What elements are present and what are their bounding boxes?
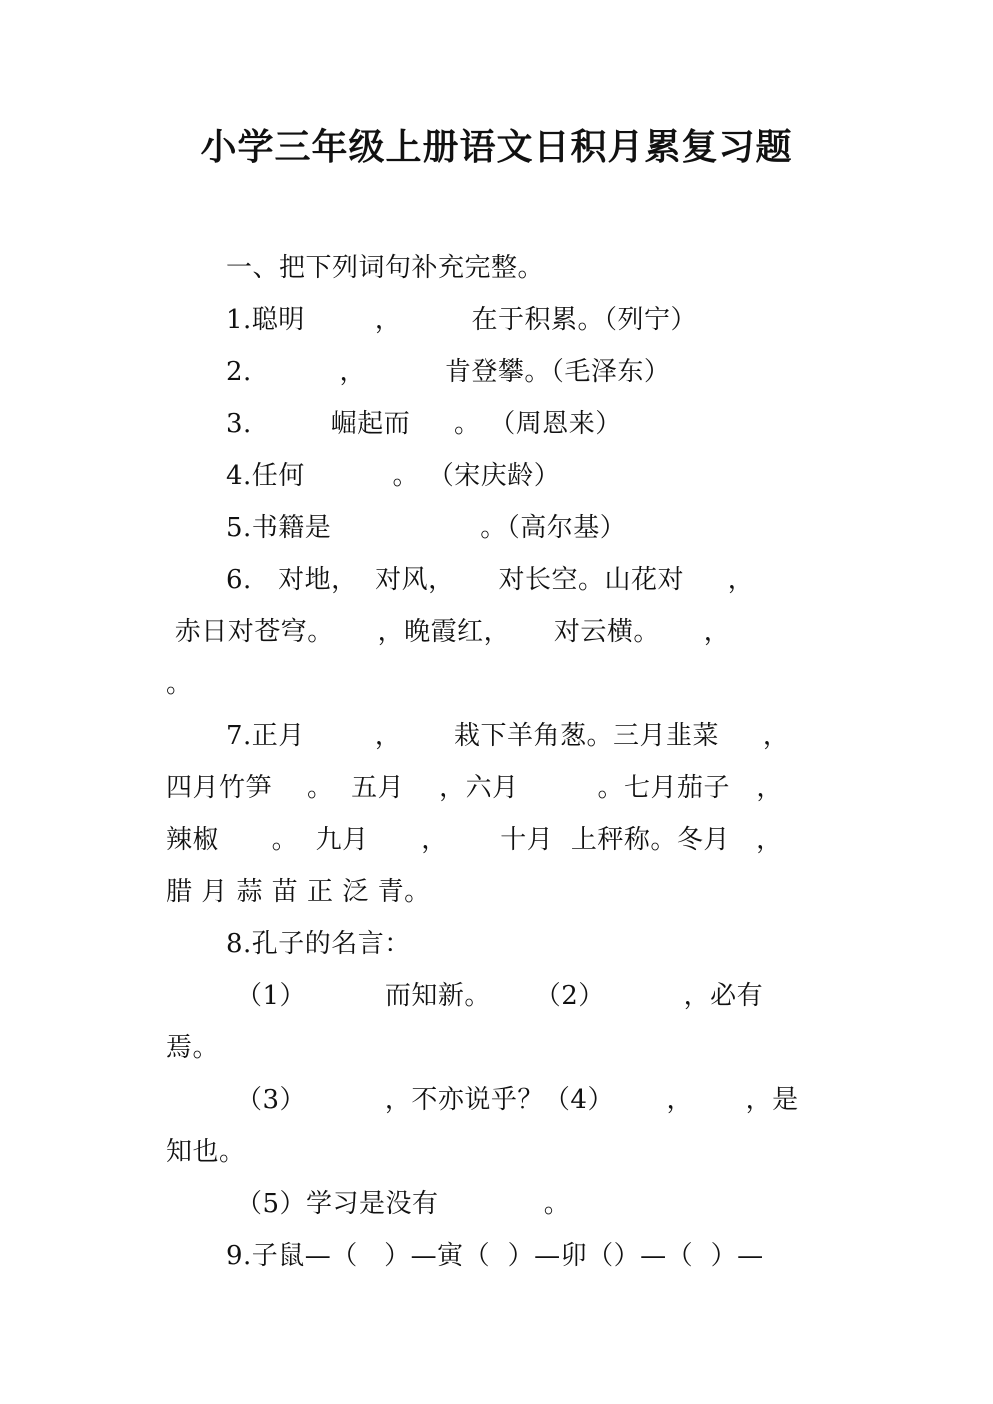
question-line-8-5: （5）学习是没有 。 [236,1189,571,1219]
question-line-8-3: （3） ，不亦说乎？（4） ， ，是 [236,1085,799,1115]
question-line-7: 7.正月 ， 栽下羊角葱。三月韭菜 ， [226,721,790,751]
question-line-8-3-cont: 知也。 [166,1137,246,1167]
question-line-7-cont-3: 腊 月 蒜 苗 正 泛 青。 [166,877,431,907]
question-line-2: 2. ， 肯登攀。（毛泽东） [226,357,671,387]
question-line-8-1-cont: 焉。 [166,1033,220,1063]
question-line-9: 9.子鼠—（ ）—寅（ ）—卯（）—（ ）— [226,1241,764,1271]
section-heading: 一、把下列词句补充完整。 [226,253,545,283]
question-line-6-end: 。 [166,669,193,699]
page-title: 小学三年级上册语文日积月累复习题 [200,127,793,168]
question-line-5: 5.书籍是 。（高尔基） [226,513,627,543]
question-line-1: 1.聪明 ， 在于积累。（列宁） [226,305,698,335]
question-line-7-cont-1: 四月竹笋 。 五月 ，六月 。七月茄子 ， [166,773,783,803]
question-line-7-cont-2: 辣椒 。 九月 ， 十月 上秤称。冬月 ， [166,825,783,855]
question-line-8: 8.孔子的名言： [226,929,411,959]
question-line-4: 4.任何 。 （宋庆龄） [226,461,561,491]
question-line-6-cont: 赤日对苍穹。 ，晚霞红， 对云横。 ， [166,617,731,647]
question-line-3: 3. 崛起而 。 （周恩来） [226,409,622,439]
question-line-6: 6. 对地， 对风， 对长空。山花对 ， [226,565,755,595]
question-line-8-1: （1） 而知新。 （2） ，必有 [236,981,764,1011]
